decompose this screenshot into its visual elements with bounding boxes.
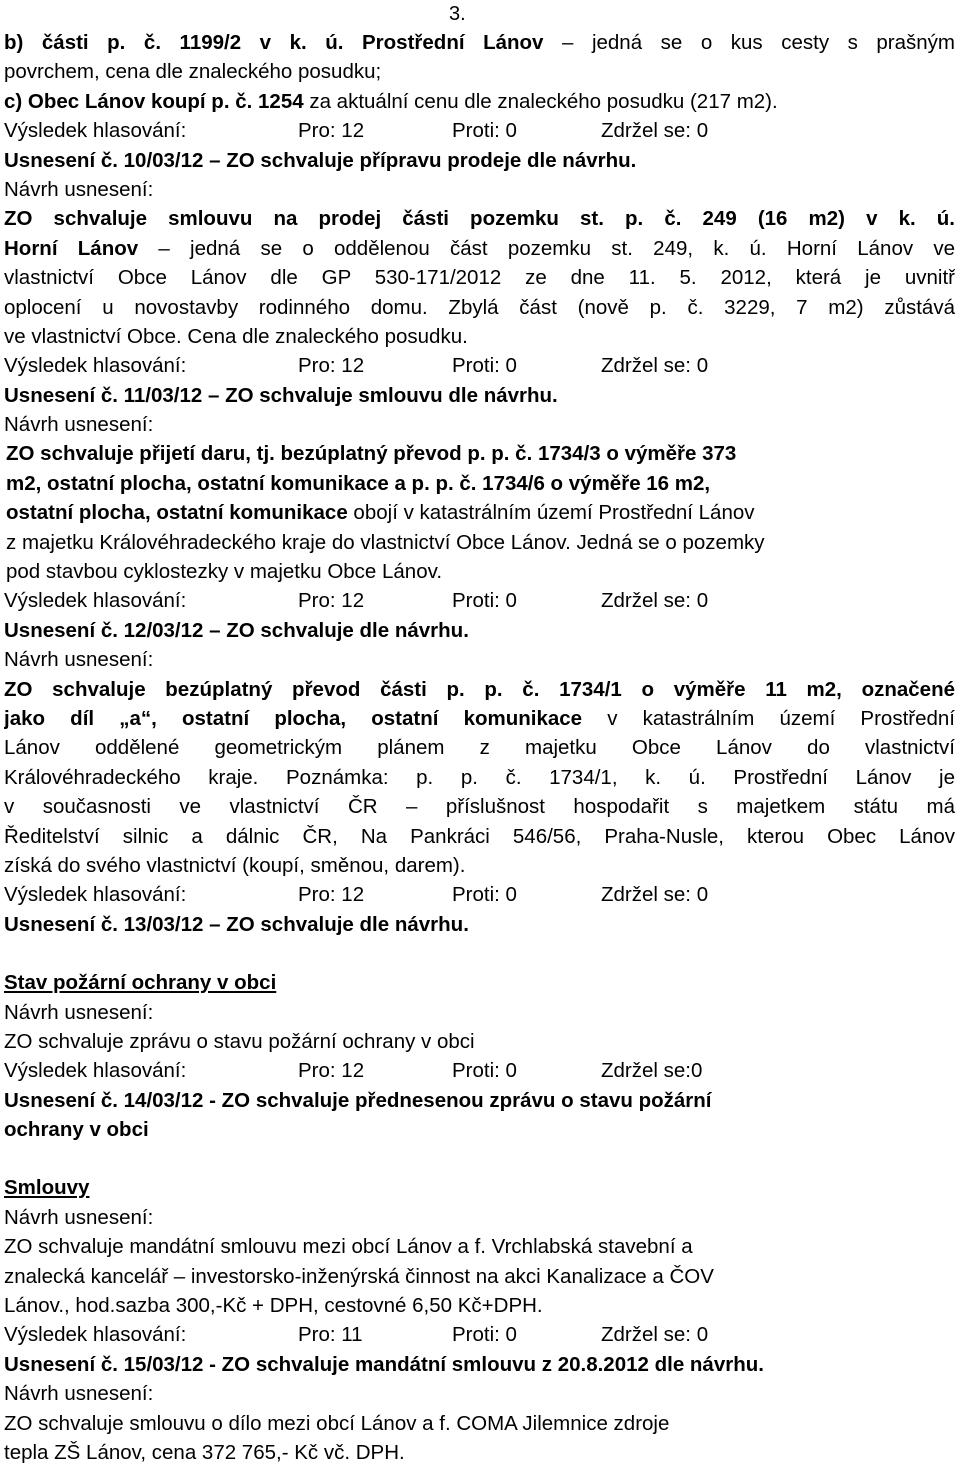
paragraph-line: m2, ostatní plocha, ostatní komunikace a p. p. č. 1734/6 o výměře 16 m2, bbox=[6, 471, 711, 495]
resolution-heading: Usnesení č. 15/03/12 - ZO schvaluje mandátní smlouvu z 20.8.2012 dle návrhu. bbox=[4, 1352, 764, 1376]
paragraph-line: ZO schvaluje bezúplatný převod části p. p. č. 1734/1 o výměře 11 m2, označené bbox=[4, 677, 955, 701]
resolution-heading: Usnesení č. 11/03/12 – ZO schvaluje smlouvu dle návrhu. bbox=[4, 383, 558, 407]
vote-result bbox=[4, 1320, 955, 1349]
resolution-heading: Usnesení č. 10/03/12 – ZO schvaluje přípravu prodeje dle návrhu. bbox=[4, 148, 637, 172]
vote-pro: Pro: 12 bbox=[298, 589, 365, 613]
section-heading: Smlouvy bbox=[4, 1176, 90, 1200]
vote-result bbox=[4, 351, 955, 380]
paragraph-line: ZO schvaluje zprávu o stavu požární ochrany v obci bbox=[4, 1029, 475, 1053]
bold-text: c) Obec Lánov koupí p. č. 1254 bbox=[4, 89, 304, 113]
vote-pro: Pro: 11 bbox=[298, 1323, 363, 1347]
proposal-label: Návrh usnesení: bbox=[4, 1205, 154, 1229]
vote-zdrzel: Zdržel se:0 bbox=[601, 1059, 703, 1083]
vote-result bbox=[4, 1056, 955, 1085]
paragraph-line: Lánov., hod.sazba 300,-Kč + DPH, cestovné 6,50 Kč+DPH. bbox=[4, 1294, 543, 1318]
paragraph-line bbox=[4, 87, 955, 116]
paragraph-line: ZO schvaluje smlouvu o dílo mezi obcí Lánov a f. COMA Jilemnice zdroje bbox=[4, 1411, 670, 1435]
vote-zdrzel: Zdržel se: 0 bbox=[601, 883, 709, 907]
vote-zdrzel: Zdržel se: 0 bbox=[601, 589, 709, 613]
vote-proti: Proti: 0 bbox=[452, 354, 517, 378]
plain-text: v katastrálním území Prostřední bbox=[582, 706, 955, 730]
vote-result bbox=[4, 586, 955, 615]
vote-label: Výsledek hlasování: bbox=[4, 119, 187, 143]
paragraph-line: vlastnictví Obce Lánov dle GP 530-171/2012 ze dne 11. 5. 2012, která je uvnitř bbox=[4, 266, 955, 290]
vote-proti: Proti: 0 bbox=[452, 1059, 517, 1083]
plain-text: – jedná se o oddělenou část pozemku st. 249, k. ú. Horní Lánov ve bbox=[138, 236, 955, 260]
page-number: 3. bbox=[449, 3, 466, 25]
paragraph-line: ve vlastnictví Obce. Cena dle znaleckého posudku. bbox=[4, 324, 468, 348]
vote-result bbox=[4, 880, 955, 909]
paragraph-line: Lánov oddělené geometrickým plánem z majetku Obce Lánov do vlastnictví bbox=[4, 736, 955, 760]
plain-text: obojí v katastrálním území Prostřední Lánov bbox=[347, 501, 755, 525]
paragraph-line bbox=[4, 498, 955, 527]
paragraph-line: ZO schvaluje smlouvu na prodej části pozemku st. p. č. 249 (16 m2) v k. ú. bbox=[4, 207, 955, 231]
vote-proti: Proti: 0 bbox=[452, 883, 517, 907]
vote-proti: Proti: 0 bbox=[452, 1323, 517, 1347]
proposal-label: Návrh usnesení: bbox=[4, 413, 154, 437]
proposal-label: Návrh usnesení: bbox=[4, 177, 154, 201]
paragraph-line: Královéhradeckého kraje. Poznámka: p. p. č. 1734/1, k. ú. Prostřední Lánov je bbox=[4, 765, 955, 789]
section-spacer bbox=[4, 939, 955, 968]
paragraph-line bbox=[4, 28, 955, 57]
vote-pro: Pro: 12 bbox=[298, 119, 365, 143]
bold-text: b) části p. č. 1199/2 v k. ú. Prostřední Lánov bbox=[4, 31, 544, 54]
paragraph-line: tepla ZŠ Lánov, cena 372 765,- Kč vč. DPH. bbox=[4, 1440, 405, 1464]
section-spacer bbox=[4, 1144, 955, 1173]
resolution-heading: Usnesení č. 13/03/12 – ZO schvaluje dle návrhu. bbox=[4, 912, 469, 936]
vote-label: Výsledek hlasování: bbox=[4, 1059, 187, 1083]
document-body bbox=[4, 28, 955, 1467]
paragraph-line: ZO schvaluje mandátní smlouvu mezi obcí Lánov a f. Vrchlabská stavební a bbox=[4, 1235, 693, 1259]
paragraph-line: povrchem, cena dle znaleckého posudku; bbox=[4, 60, 382, 84]
bold-text: Horní Lánov bbox=[4, 236, 139, 260]
vote-result bbox=[4, 116, 955, 145]
vote-pro: Pro: 12 bbox=[298, 354, 365, 378]
paragraph-line: oplocení u novostavby rodinného domu. Zbylá část (nově p. č. 3229, 7 m2) zůstává bbox=[4, 295, 955, 319]
vote-label: Výsledek hlasování: bbox=[4, 1323, 187, 1347]
resolution-heading: Usnesení č. 12/03/12 – ZO schvaluje dle návrhu. bbox=[4, 618, 469, 642]
paragraph-line: v současnosti ve vlastnictví ČR – příslušnost hospodařit s majetkem státu má bbox=[4, 795, 955, 819]
resolution-heading: ochrany v obci bbox=[4, 1118, 149, 1142]
vote-zdrzel: Zdržel se: 0 bbox=[601, 1323, 709, 1347]
vote-label: Výsledek hlasování: bbox=[4, 883, 187, 907]
plain-text: za aktuální cenu dle znaleckého posudku (217 m2). bbox=[303, 89, 778, 113]
paragraph-line: z majetku Královéhradeckého kraje do vlastnictví Obce Lánov. Jedná se o pozemky bbox=[6, 530, 765, 554]
paragraph-line: získá do svého vlastnictví (koupí, směnou, darem). bbox=[4, 853, 466, 877]
proposal-label: Návrh usnesení: bbox=[4, 1000, 154, 1024]
vote-zdrzel: Zdržel se: 0 bbox=[601, 119, 709, 143]
vote-label: Výsledek hlasování: bbox=[4, 589, 187, 613]
paragraph-line: znalecká kancelář – investorsko-inženýrská činnost na akci Kanalizace a ČOV bbox=[4, 1264, 714, 1288]
vote-label: Výsledek hlasování: bbox=[4, 354, 187, 378]
paragraph-line: pod stavbou cyklostezky v majetku Obce Lánov. bbox=[6, 560, 443, 584]
bold-text: jako díl „a“, ostatní plocha, ostatní komunikace bbox=[4, 706, 583, 730]
paragraph-line: ZO schvaluje přijetí daru, tj. bezúplatný převod p. p. č. 1734/3 o výměře 373 bbox=[6, 442, 737, 466]
vote-zdrzel: Zdržel se: 0 bbox=[601, 354, 709, 378]
vote-proti: Proti: 0 bbox=[452, 119, 517, 143]
paragraph-line bbox=[4, 704, 955, 733]
proposal-label: Návrh usnesení: bbox=[4, 648, 154, 672]
resolution-heading: Usnesení č. 14/03/12 - ZO schvaluje přednesenou zprávu o stavu požární bbox=[4, 1088, 712, 1112]
paragraph-line bbox=[4, 234, 955, 263]
section-heading: Stav požární ochrany v obci bbox=[4, 971, 277, 995]
proposal-label: Návrh usnesení: bbox=[4, 1382, 154, 1406]
vote-pro: Pro: 12 bbox=[298, 883, 365, 907]
paragraph-line: Ředitelství silnic a dálnic ČR, Na Pankráci 546/56, Praha-Nusle, kterou Obec Lánov bbox=[4, 824, 955, 848]
vote-proti: Proti: 0 bbox=[452, 589, 517, 613]
vote-pro: Pro: 12 bbox=[298, 1059, 365, 1083]
bold-text: ostatní plocha, ostatní komunikace bbox=[6, 501, 348, 525]
plain-text: – jedná se o kus cesty s prašným bbox=[543, 31, 955, 54]
